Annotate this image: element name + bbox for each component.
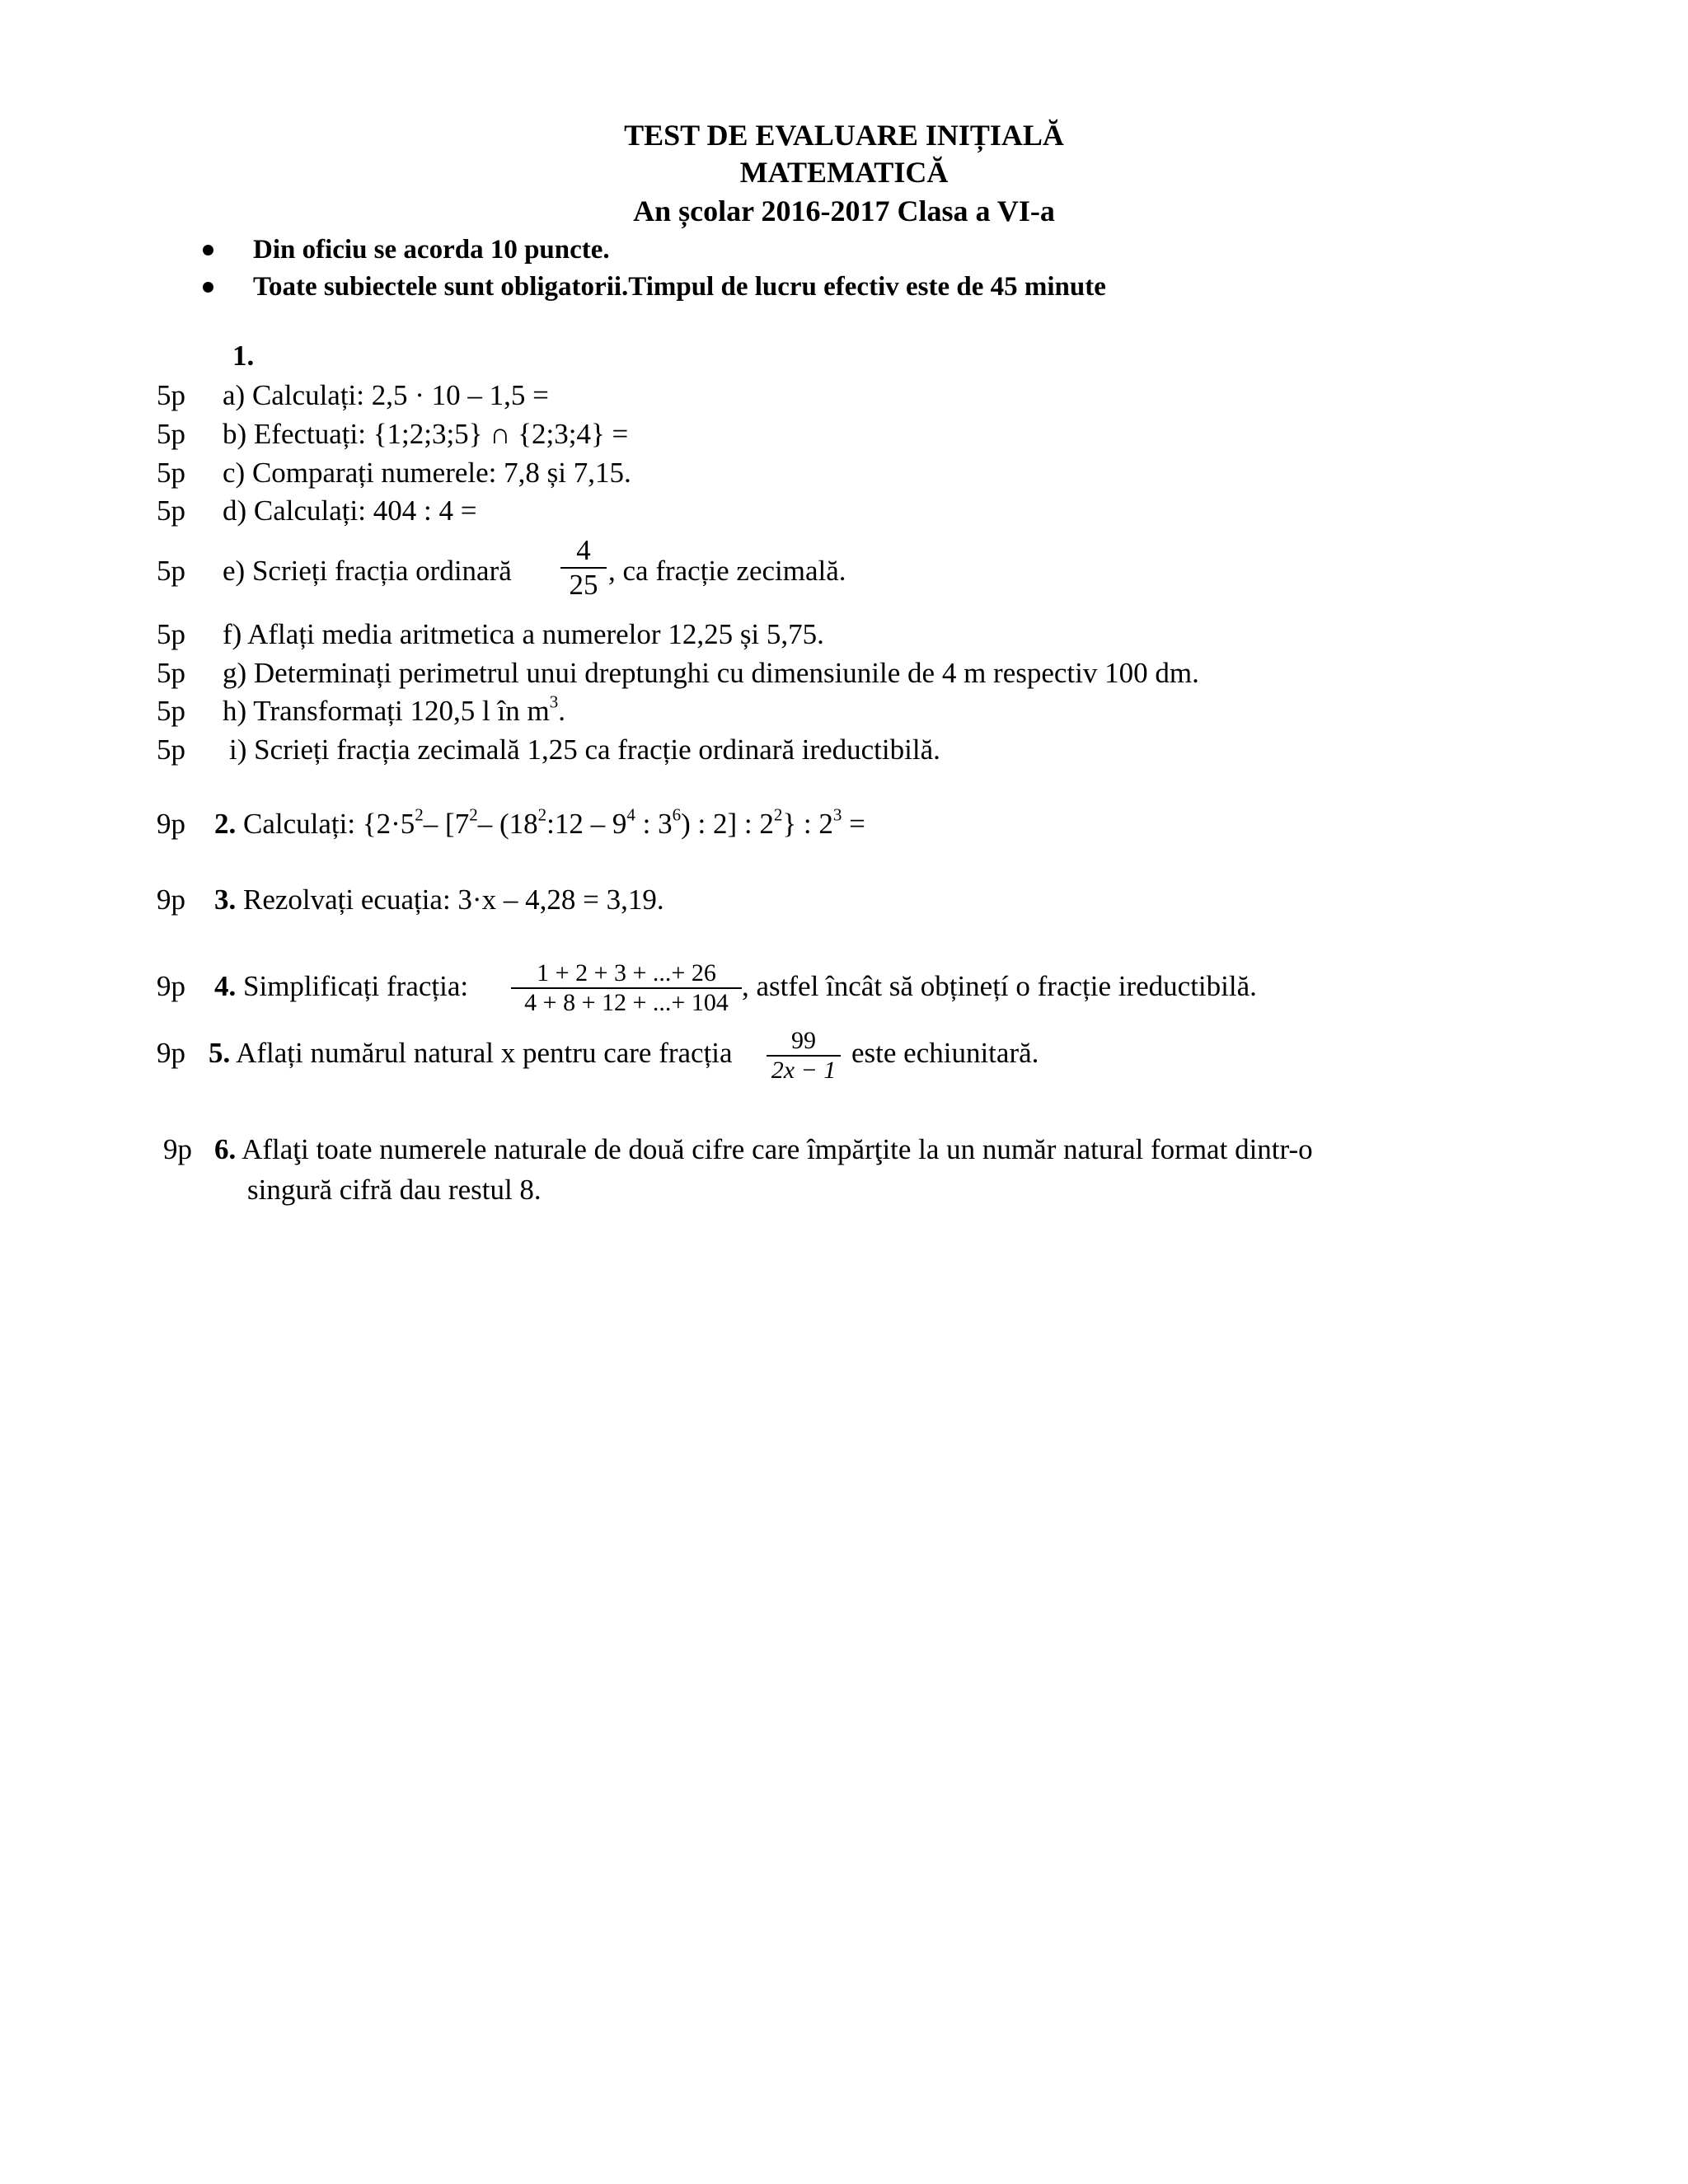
q5-text-pre: 5. Aflați numărul natural x pentru care fracția <box>209 1037 733 1069</box>
q1c-text: c) Comparați numerele: 7,8 și 7,15. <box>223 457 631 489</box>
q3-text: 3. Rezolvați ecuația: 3·x – 4,28 = 3,19. <box>214 883 664 916</box>
q4-text-post: , astfel încât să obținețí o fracție ireductibilă. <box>742 970 1257 1002</box>
q1b-text: b) Efectuați: {1;2;3;5} ∩ {2;3;4} = <box>223 418 629 450</box>
q1d-points: 5p <box>157 494 185 527</box>
q4-text-pre: 4. Simplificați fracția: <box>214 970 469 1002</box>
q5-denominator: 2x − 1 <box>771 1057 837 1084</box>
q1h-points: 5p <box>157 695 185 727</box>
q5-points: 9p <box>157 1037 185 1069</box>
bullet-icon <box>203 282 213 293</box>
q5-fraction <box>767 1027 841 1085</box>
q3-points: 9p <box>157 883 185 916</box>
q1h-text: h) Transformați 120,5 l în $m^3$. <box>223 691 565 727</box>
q1e-text-post: , ca fracție zecimală. <box>608 555 846 587</box>
q1e-fraction <box>560 534 607 602</box>
q6-points: 9p <box>163 1133 192 1165</box>
school-year: An școlar 2016-2017 Clasa a VI-a <box>633 194 1055 227</box>
q1d-text: d) Calculați: 404 : 4 = <box>223 494 477 527</box>
q5-text-post: este echiunitară. <box>851 1037 1039 1069</box>
test-title: TEST DE EVALUARE INIȚIALĂ <box>624 119 1064 152</box>
q1-number: 1. <box>232 340 255 372</box>
note-points: Din oficiu se acorda 10 puncte. <box>253 235 610 265</box>
subject-title: MATEMATICĂ <box>739 156 949 189</box>
q1i-points: 5p <box>157 733 185 766</box>
q2-points: 9p <box>157 808 185 840</box>
note-rules: Toate subiectele sunt obligatorii.Timpul de lucru efectiv este de 45 minute <box>253 272 1106 302</box>
q1f-text: f) Aflați media aritmetica a numerelor 12,25 și 5,75. <box>223 618 824 650</box>
q6-text-line2: singură cifră dau restul 8. <box>247 1174 542 1206</box>
q1f-points: 5p <box>157 618 185 650</box>
q1b-points: 5p <box>157 418 185 450</box>
q1g-points: 5p <box>157 657 185 689</box>
q1g-text: g) Determinați perimetrul unui dreptunghi cu dimensiunile de 4 m respectiv 100 dm. <box>223 657 1199 689</box>
q5-numerator: 99 <box>791 1027 816 1054</box>
q1e-numerator: 4 <box>576 534 591 566</box>
q4-points: 9p <box>157 970 185 1002</box>
q1a-points: 5p <box>157 379 185 411</box>
q1i-text: i) Scrieți fracția zecimală 1,25 ca fracție ordinară ireductibilă. <box>229 733 940 766</box>
q1a-text: a) Calculați: 2,5 · 10 – 1,5 = <box>223 379 549 411</box>
q6-text-line1: 6. Aflaţi toate numerele naturale de două cifre care împărţite la un număr natural format dintr-o <box>214 1133 1313 1165</box>
q1e-points: 5p <box>157 555 185 587</box>
q4-denominator: 4 + 8 + 12 + ...+ 104 <box>524 989 729 1016</box>
bullet-icon <box>203 245 213 255</box>
q1e-denominator: 25 <box>569 569 598 601</box>
q2-text: 2. Calculați: {$2\cdot 5^2-$ [$7^2-$ ($18^2:12 - 9^4$ : $3^6$) : 2] : $2^2$} : $2^3$ = <box>214 804 865 840</box>
q4-fraction <box>511 959 742 1017</box>
q1e-text-pre: e) Scrieți fracția ordinară <box>223 555 512 587</box>
q4-numerator: 1 + 2 + 3 + ...+ 26 <box>537 959 716 987</box>
q1c-points: 5p <box>157 457 185 489</box>
